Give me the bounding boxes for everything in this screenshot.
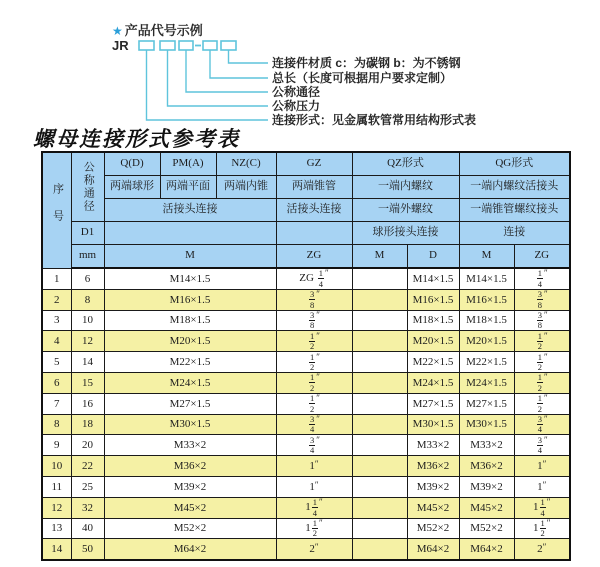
cell-zg: 1″ — [276, 476, 352, 497]
cell-serial: 8 — [42, 414, 71, 435]
cell-qz-m — [352, 539, 407, 560]
cell-qz-m — [352, 518, 407, 539]
cell-qz-d: M30×1.5 — [407, 414, 459, 435]
connector-line-length — [210, 50, 268, 78]
cell-m: M52×2 — [104, 518, 276, 539]
cell-qz-d: M39×2 — [407, 476, 459, 497]
cell-qg-m: M64×2 — [459, 539, 514, 560]
cell-zg: $\frac{1}{2}$ ″ — [276, 352, 352, 373]
cell-qz-d: M22×1.5 — [407, 352, 459, 373]
cell-serial: 3 — [42, 310, 71, 331]
cell-qz-d: M16×1.5 — [407, 289, 459, 310]
header-code-nz: NZ(C) — [216, 152, 276, 176]
cell-qg-m: M39×2 — [459, 476, 514, 497]
cell-serial: 10 — [42, 456, 71, 477]
cell-m: M30×1.5 — [104, 414, 276, 435]
cell-qg-m: M30×1.5 — [459, 414, 514, 435]
header-code-pm: PM(A) — [160, 152, 216, 176]
cell-zg: $\frac{3}{8}$ ″ — [276, 310, 352, 331]
cell-m: M16×1.5 — [104, 289, 276, 310]
cell-dn: 18 — [71, 414, 104, 435]
cell-qz-m — [352, 456, 407, 477]
cell-m: M33×2 — [104, 435, 276, 456]
header-code-q: Q(D) — [104, 152, 160, 176]
cell-dn: 14 — [71, 352, 104, 373]
header-type-q: 两端球形 — [104, 176, 160, 199]
header-qg-row2: 一端内螺纹活接头 — [459, 176, 570, 199]
cell-qg-zg: $\frac{1}{2}$ ″ — [514, 393, 570, 414]
cell-qg-zg: $\frac{3}{4}$ ″ — [514, 435, 570, 456]
table-row — [42, 518, 570, 539]
cell-m: M39×2 — [104, 476, 276, 497]
header-unit-qg-m: M — [459, 245, 514, 269]
code-prefix: JR — [112, 38, 129, 53]
header-live-joint-left: 活接头连接 — [104, 199, 276, 222]
table-row — [42, 435, 570, 456]
cell-zg: 1 $\frac{1}{4}$ ″ — [276, 497, 352, 518]
diagram-label-material: 连接件材质 c：为碳钢 b：为不锈钢 — [272, 56, 461, 70]
cell-qz-m — [352, 372, 407, 393]
cell-qg-m: M36×2 — [459, 456, 514, 477]
connector-line-material — [229, 50, 269, 63]
cell-zg: 1 $\frac{1}{2}$ ″ — [276, 518, 352, 539]
header-type-pm: 两端平面 — [160, 176, 216, 199]
cell-zg: 2″ — [276, 539, 352, 560]
cell-dn: 50 — [71, 539, 104, 560]
cell-qz-d: M27×1.5 — [407, 393, 459, 414]
header-qz-row2: 一端内螺纹 — [352, 176, 459, 199]
cell-serial: 7 — [42, 393, 71, 414]
cell-qz-d: M45×2 — [407, 497, 459, 518]
cell-qg-m: M14×1.5 — [459, 268, 514, 289]
cell-zg: $\frac{3}{4}$ ″ — [276, 435, 352, 456]
diagram-label-form: 连接形式：见金属软管常用结构形式表 — [272, 113, 477, 127]
diagram-label-diameter: 公称通径 — [272, 85, 321, 99]
header-qz-row3: 一端外螺纹 — [352, 199, 459, 222]
cell-dn: 8 — [71, 289, 104, 310]
header-type-gz: 两端锥管 — [276, 176, 352, 199]
cell-zg: $\frac{3}{8}$ ″ — [276, 289, 352, 310]
table-row — [42, 393, 570, 414]
cell-qg-m: M24×1.5 — [459, 372, 514, 393]
table-row — [42, 289, 570, 310]
cell-qg-zg: $\frac{1}{2}$ ″ — [514, 331, 570, 352]
cell-qg-zg: $\frac{3}{4}$ ″ — [514, 414, 570, 435]
cell-qz-m — [352, 331, 407, 352]
cell-dn: 22 — [71, 456, 104, 477]
code-box-5 — [221, 41, 236, 50]
cell-qg-m: M22×1.5 — [459, 352, 514, 373]
cell-qz-d: M36×2 — [407, 456, 459, 477]
cell-m: M64×2 — [104, 539, 276, 560]
header-nominal-diameter: 公称通径 — [71, 152, 104, 222]
header-code-qg: QG形式 — [459, 152, 570, 176]
code-box-1 — [139, 41, 154, 50]
table-row — [42, 539, 570, 560]
diagram-label-length: 总长（长度可根据用户要求定制） — [272, 71, 453, 85]
cell-qz-m — [352, 393, 407, 414]
cell-qg-zg: 1″ — [514, 476, 570, 497]
cell-qg-zg: 1 $\frac{1}{2}$ ″ — [514, 518, 570, 539]
header-empty-left — [104, 222, 276, 245]
cell-qz-m — [352, 435, 407, 456]
cell-dn: 20 — [71, 435, 104, 456]
cell-serial: 9 — [42, 435, 71, 456]
table-body — [42, 268, 570, 560]
table-row — [42, 456, 570, 477]
cell-zg: 1″ — [276, 456, 352, 477]
cell-qz-d: M64×2 — [407, 539, 459, 560]
cell-qg-zg: $\frac{3}{8}$ ″ — [514, 310, 570, 331]
cell-qz-m — [352, 352, 407, 373]
table-row — [42, 352, 570, 373]
cell-m: M36×2 — [104, 456, 276, 477]
diagram-label-pressure: 公称压力 — [272, 99, 321, 113]
cell-serial: 5 — [42, 352, 71, 373]
cell-zg: ZG $\frac{1}{4}$ ″ — [276, 268, 352, 289]
header-qg-row4: 连接 — [459, 222, 570, 245]
cell-serial: 13 — [42, 518, 71, 539]
cell-dn: 10 — [71, 310, 104, 331]
table-row — [42, 497, 570, 518]
cell-qg-zg: 1″ — [514, 456, 570, 477]
cell-serial: 4 — [42, 331, 71, 352]
cell-m: M18×1.5 — [104, 310, 276, 331]
table-title: 螺母连接形式参考表 — [33, 127, 240, 151]
star-icon: ★ — [112, 24, 123, 38]
cell-qz-m — [352, 289, 407, 310]
cell-qz-d: M52×2 — [407, 518, 459, 539]
cell-serial: 1 — [42, 268, 71, 289]
header-unit-qz-d: D — [407, 245, 459, 269]
cell-qg-zg: $\frac{1}{4}$ ″ — [514, 268, 570, 289]
cell-qg-zg: 2″ — [514, 539, 570, 560]
cell-m: M24×1.5 — [104, 372, 276, 393]
header-qg-row3: 一端锥管螺纹接头 — [459, 199, 570, 222]
cell-qg-m: M27×1.5 — [459, 393, 514, 414]
cell-zg: $\frac{1}{2}$ ″ — [276, 393, 352, 414]
cell-qg-zg: $\frac{3}{8}$ ″ — [514, 289, 570, 310]
cell-dn: 15 — [71, 372, 104, 393]
cell-qz-d: M18×1.5 — [407, 310, 459, 331]
cell-qz-d: M24×1.5 — [407, 372, 459, 393]
cell-qg-m: M52×2 — [459, 518, 514, 539]
header-live-joint-gz: 活接头连接 — [276, 199, 352, 222]
cell-serial: 2 — [42, 289, 71, 310]
cell-qz-m — [352, 268, 407, 289]
cell-zg: $\frac{1}{2}$ ″ — [276, 331, 352, 352]
header-serial: 序号 — [42, 152, 71, 268]
table-row — [42, 331, 570, 352]
cell-qg-m: M33×2 — [459, 435, 514, 456]
header-unit-qg-zg: ZG — [514, 245, 570, 269]
cell-zg: $\frac{1}{2}$ ″ — [276, 372, 352, 393]
header-qz-row4: 球形接头连接 — [352, 222, 459, 245]
cell-dn: 16 — [71, 393, 104, 414]
cell-qz-d: M14×1.5 — [407, 268, 459, 289]
code-box-4 — [203, 41, 217, 50]
cell-qz-m — [352, 310, 407, 331]
cell-qz-m — [352, 497, 407, 518]
header-unit-zg: ZG — [276, 245, 352, 269]
header-d1: D1 — [71, 222, 104, 245]
header-code-gz: GZ — [276, 152, 352, 176]
cell-qg-m: M45×2 — [459, 497, 514, 518]
cell-m: M20×1.5 — [104, 331, 276, 352]
code-box-3 — [179, 41, 193, 50]
cell-serial: 6 — [42, 372, 71, 393]
cell-qg-m: M18×1.5 — [459, 310, 514, 331]
cell-zg: $\frac{3}{4}$ ″ — [276, 414, 352, 435]
table-header — [42, 152, 570, 268]
header-type-nz: 两端内锥 — [216, 176, 276, 199]
header-unit-qz-m: M — [352, 245, 407, 269]
code-box-2 — [160, 41, 175, 50]
cell-dn: 32 — [71, 497, 104, 518]
cell-qz-d: M33×2 — [407, 435, 459, 456]
connector-line-diameter — [186, 50, 268, 92]
cell-m: M22×1.5 — [104, 352, 276, 373]
cell-qg-zg: $\frac{1}{2}$ ″ — [514, 372, 570, 393]
cell-qg-zg: 1 $\frac{1}{4}$ ″ — [514, 497, 570, 518]
cell-dn: 25 — [71, 476, 104, 497]
header-empty-gz — [276, 222, 352, 245]
table-row — [42, 268, 570, 289]
cell-serial: 12 — [42, 497, 71, 518]
table-row — [42, 372, 570, 393]
cell-serial: 11 — [42, 476, 71, 497]
cell-m: M14×1.5 — [104, 268, 276, 289]
connector-line-form — [147, 50, 269, 120]
cell-dn: 40 — [71, 518, 104, 539]
cell-dn: 12 — [71, 331, 104, 352]
nut-connection-table — [41, 151, 571, 561]
cell-dn: 6 — [71, 268, 104, 289]
table-row — [42, 414, 570, 435]
header-code-qz: QZ形式 — [352, 152, 459, 176]
cell-qg-m: M20×1.5 — [459, 331, 514, 352]
cell-qg-m: M16×1.5 — [459, 289, 514, 310]
cell-qz-m — [352, 476, 407, 497]
cell-qz-d: M20×1.5 — [407, 331, 459, 352]
header-unit-m: M — [104, 245, 276, 269]
table-row — [42, 310, 570, 331]
diagram-title-text: 产品代号示例 — [124, 23, 203, 38]
cell-serial: 14 — [42, 539, 71, 560]
cell-qz-m — [352, 414, 407, 435]
cell-m: M45×2 — [104, 497, 276, 518]
cell-qg-zg: $\frac{1}{2}$ ″ — [514, 352, 570, 373]
cell-m: M27×1.5 — [104, 393, 276, 414]
table-row — [42, 476, 570, 497]
header-mm: mm — [71, 245, 104, 269]
